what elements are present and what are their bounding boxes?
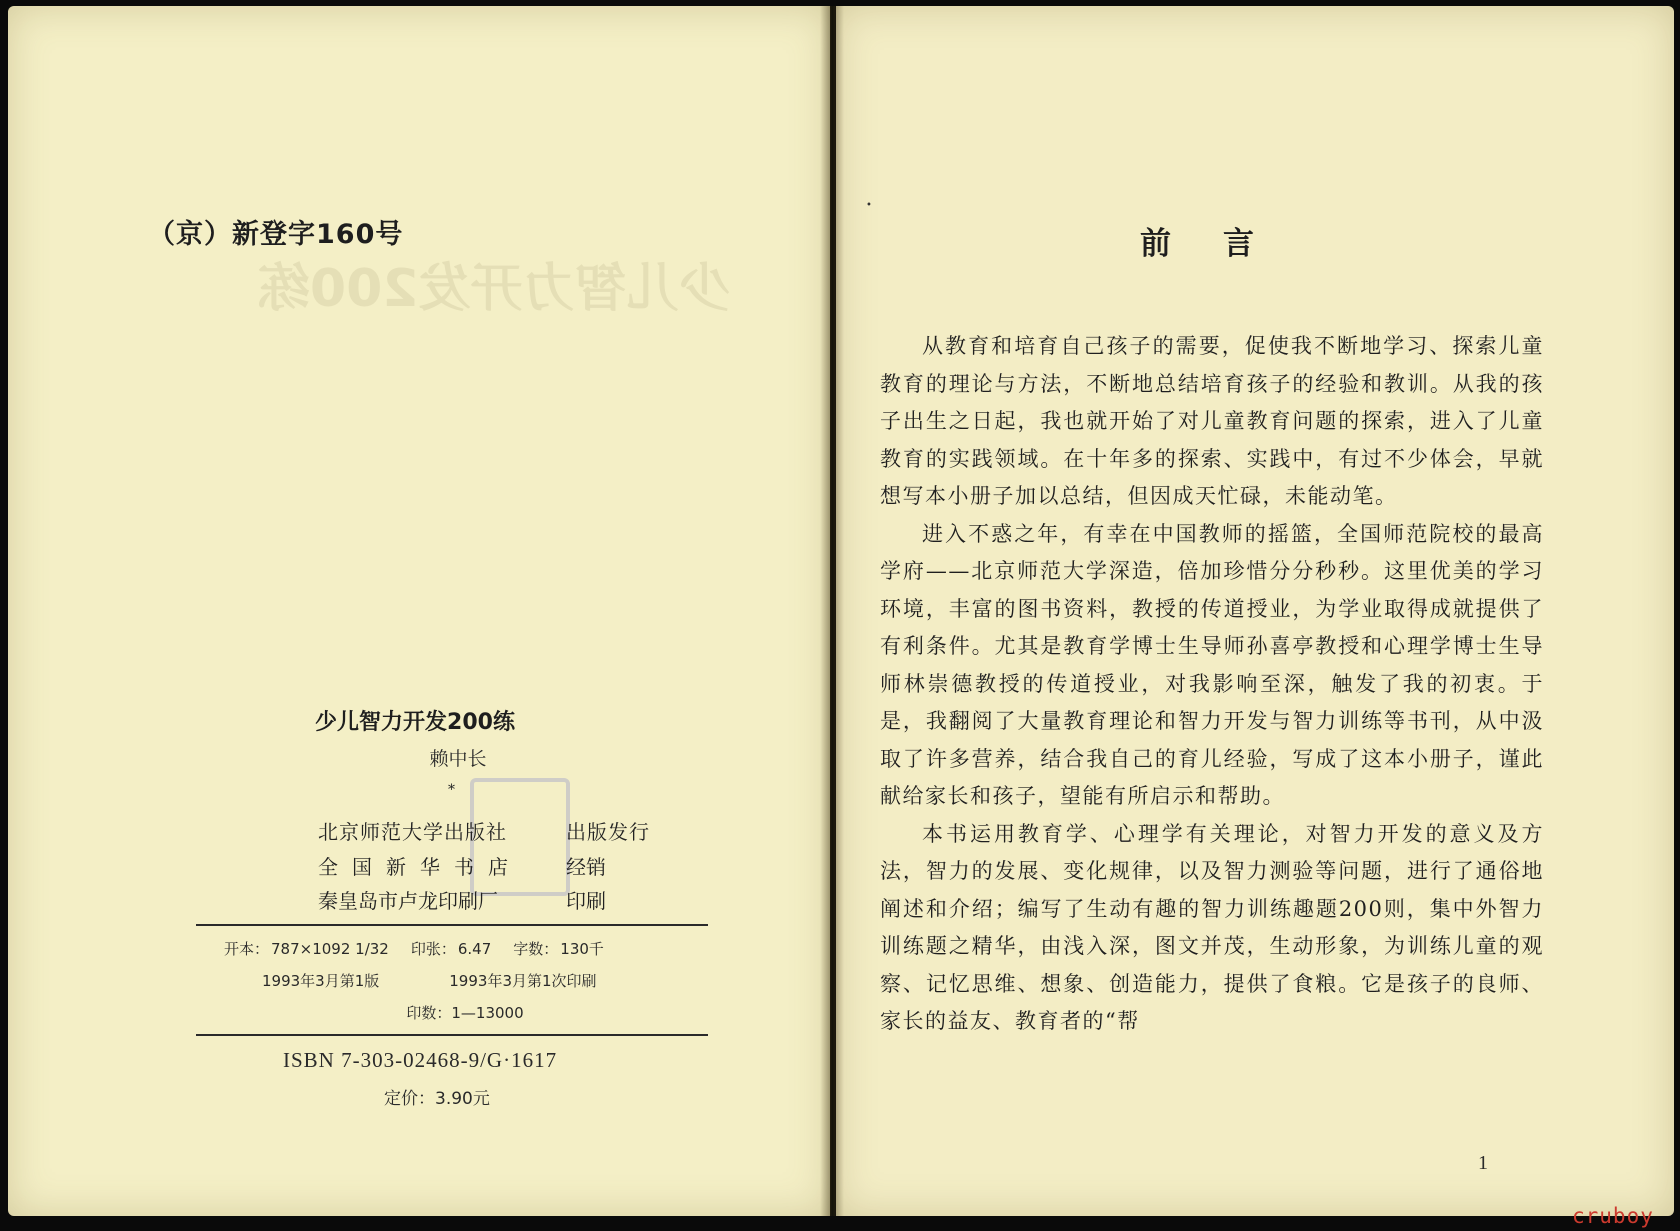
format-label: 开本： [224,940,270,958]
preface-paragraph: 本书运用教育学、心理学有关理论，对智力开发的意义及方法，智力的发展、变化规律，以及智力测验等问题，进行了通俗地阐述和介绍；编写了生动有趣的智力训练趣题200则，集中外智力训练题之精华，由浅入深，图文并茂，生动形象，为训练儿童的观察、记忆思维、想象、创造能力，提供了食粮。它是孩子的良师、家长的益友、教育者的“帮 [880,821,1544,1033]
book-gutter [820,6,844,1216]
distributor-name: 全国新华书店 [318,855,522,879]
edition-date: 1993年3月第1版 [262,972,380,990]
isbn: ISBN 7-303-02468-9/G·1617 [283,1048,558,1072]
format-value: 787×1092 1/32 [271,940,389,958]
divider-rule [196,924,708,926]
sheets-label: 印张： [410,940,456,958]
printer-line [318,885,606,914]
show-through-text: 少儿智力开发200练 [258,259,731,319]
printing-date: 1993年3月第1次印刷 [449,972,597,990]
words-value: 130千 [560,940,604,958]
book-title: 少儿智力开发200练 [315,710,515,735]
preface-paragraph: 从教育和培育自己孩子的需要，促使我不断地学习、探索儿童教育的理论与方法，不断地总结培育孩子的经验和教训。从我的孩子出生之日起，我也就开始了对儿童教育问题的探索，进入了儿童教育的实践领域。在十年多的探索、实践中，有过不少体会，早就想写本小册子加以总结，但因成天忙碌，未能动笔。 [880,334,1544,508]
book-author: 赖中长 [429,748,487,770]
margin-dot: • [866,200,872,211]
edition-info [262,970,597,991]
distributor-role: 经销 [566,855,606,879]
preface-body [880,328,1544,1041]
separator-mark: * [448,782,455,798]
publisher-name: 北京师范大学出版社 [318,820,507,844]
print-run: 印数：1—13000 [406,1004,524,1022]
publisher-line [318,816,650,845]
words-label: 字数： [513,940,559,958]
sheets-value: 6.47 [457,940,492,958]
page-number: 1 [1478,1152,1488,1174]
scanner-watermark: cruboy [1572,1204,1654,1228]
printer-name: 秦皇岛市卢龙印刷厂 [318,889,498,913]
printer-role: 印刷 [566,889,606,913]
price: 定价：3.90元 [384,1089,490,1109]
preface-title: 前言 [1140,226,1306,262]
registration-number: （京）新登字160号 [148,219,404,250]
preface-paragraph: 进入不惑之年，有幸在中国教师的摇篮，全国师范院校的最高学府——北京师范大学深造，倍加珍惜分分秒秒。这里优美的学习环境，丰富的图书资料，教授的传道授业，为学业取得成就提供了有利条件。尤其是教育学博士生导师孙喜亭教授和心理学博士生导师林崇德教授的传道授业，对我影响至深，触发了我的初衷。于是，我翻阅了大量教育理论和智力开发与智力训练等书刊，从中汲取了许多营养，结合我自己的育儿经验，写成了这本小册子，谨此献给家长和孩子，望能有所启示和帮助。 [880,521,1544,808]
publisher-role: 出版发行 [566,820,650,844]
divider-rule [196,1034,708,1036]
distributor-line [318,851,606,880]
book-specs [224,938,626,959]
